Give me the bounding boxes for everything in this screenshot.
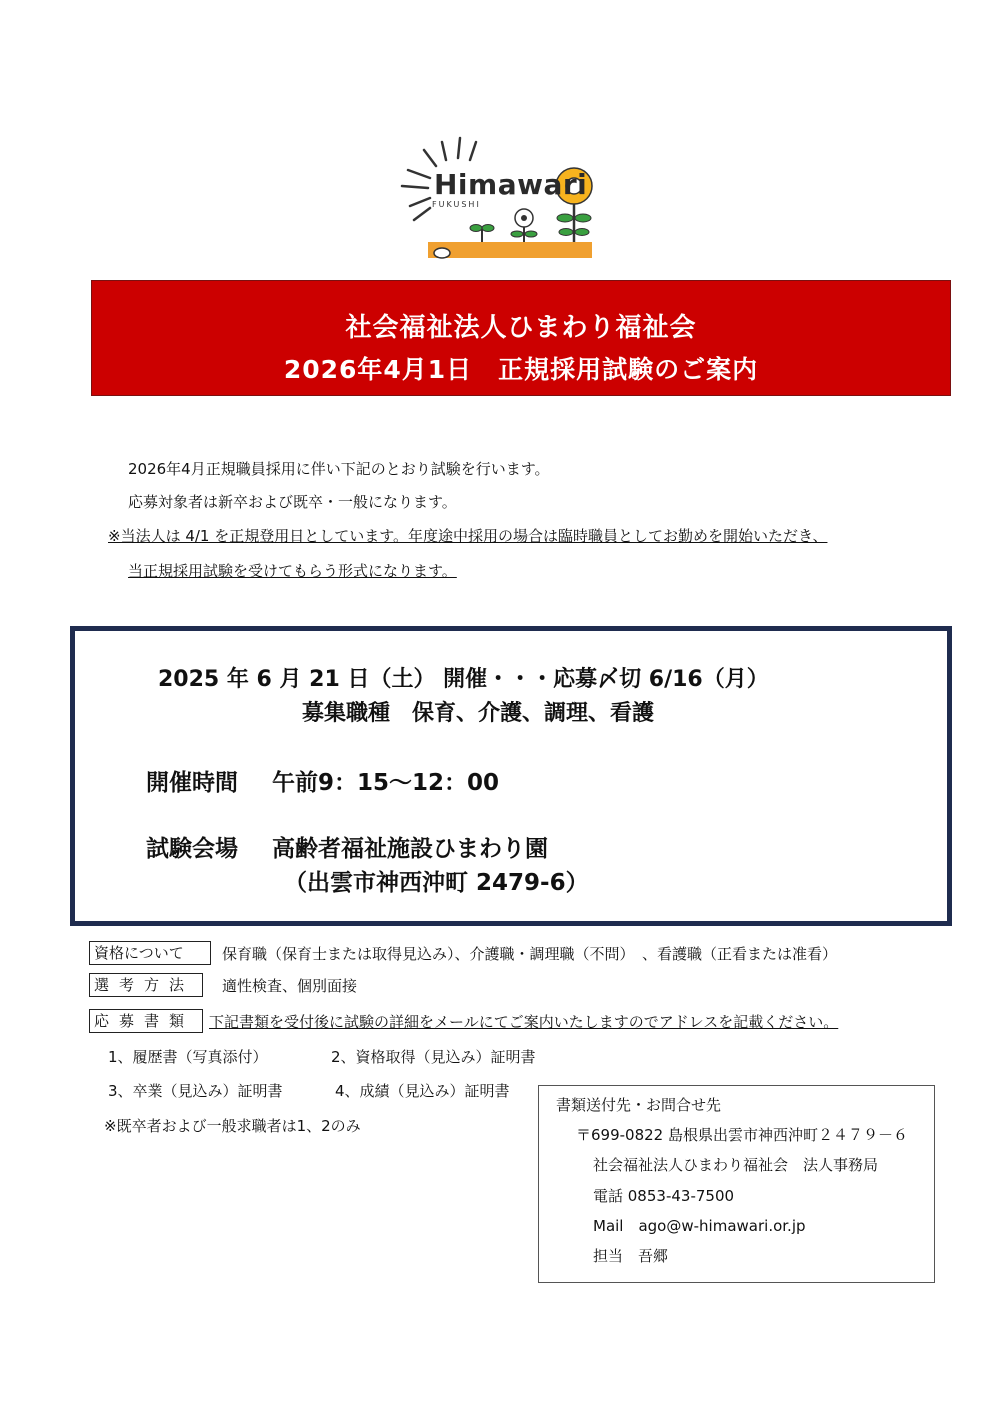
venue-label: 試験会場 bbox=[146, 836, 238, 862]
hiring-note-line-1: ※当法人は 4/1 を正規登用日としています。年度途中採用の場合は臨時職員としてお勤めを開始いただき、 bbox=[108, 527, 828, 545]
intro-line-1: 2026年4月正規職員採用に伴い下記のとおり試験を行います。 bbox=[128, 460, 550, 478]
contact-address: 〒699-0822 島根県出雲市神西沖町２４７９－６ bbox=[576, 1126, 908, 1144]
contact-organization: 社会福祉法人ひまわり福祉会 法人事務局 bbox=[593, 1156, 879, 1174]
venue-address: （出雲市神西沖町 2479-6） bbox=[284, 870, 589, 896]
document-note: ※既卒者および一般求職者は1、2のみ bbox=[104, 1117, 361, 1135]
job-types: 募集職種 保育、介護、調理、看護 bbox=[302, 701, 655, 726]
contact-person: 担当 吾郷 bbox=[593, 1247, 669, 1265]
hiring-note-line-2: 当正規採用試験を受けてもらう形式になります。 bbox=[128, 562, 457, 580]
document-item-4: 4、成績（見込み）証明書 bbox=[335, 1082, 510, 1100]
qualification-label: 資格について bbox=[89, 941, 211, 965]
intro-line-2: 応募対象者は新卒および既卒・一般になります。 bbox=[128, 493, 457, 511]
document-item-3: 3、卒業（見込み）証明書 bbox=[108, 1082, 283, 1100]
event-date: 2025 年 6 月 21 日（土） 開催・・・応募〆切 6/16（月） bbox=[158, 667, 769, 692]
logo-subtitle: FUKUSHI bbox=[432, 200, 481, 209]
document-item-2: 2、資格取得（見込み）証明書 bbox=[331, 1048, 536, 1066]
documents-text: 下記書類を受付後に試験の詳細をメールにてご案内いたしますのでアドレスを記載ください。 bbox=[209, 1013, 839, 1031]
selection-text: 適性検査、個別面接 bbox=[222, 977, 358, 995]
selection-label: 選考方法 bbox=[89, 973, 203, 997]
event-venue: 高齢者福祉施設ひまわり園 bbox=[272, 836, 548, 862]
organization-title: 社会福祉法人ひまわり福祉会 bbox=[345, 313, 697, 343]
time-label: 開催時間 bbox=[146, 770, 238, 796]
exam-title: 2026年4月1日 正規採用試験のご案内 bbox=[283, 355, 759, 384]
contact-title: 書類送付先・お問合せ先 bbox=[556, 1096, 722, 1114]
qualification-text: 保育職（保育士または取得見込み）、介護職・調理職（不問） 、看護職（正看または准看） bbox=[222, 945, 838, 963]
contact-email: Mail ago@w-himawari.or.jp bbox=[593, 1217, 806, 1235]
logo-wordmark: Himawari bbox=[434, 168, 588, 201]
document-item-1: 1、履歴書（写真添付） bbox=[108, 1048, 268, 1066]
event-time: 午前9：15～12：00 bbox=[272, 770, 500, 796]
contact-phone: 電話 0853-43-7500 bbox=[593, 1187, 735, 1205]
title-banner bbox=[91, 280, 951, 396]
documents-label: 応募書類 bbox=[89, 1009, 203, 1033]
